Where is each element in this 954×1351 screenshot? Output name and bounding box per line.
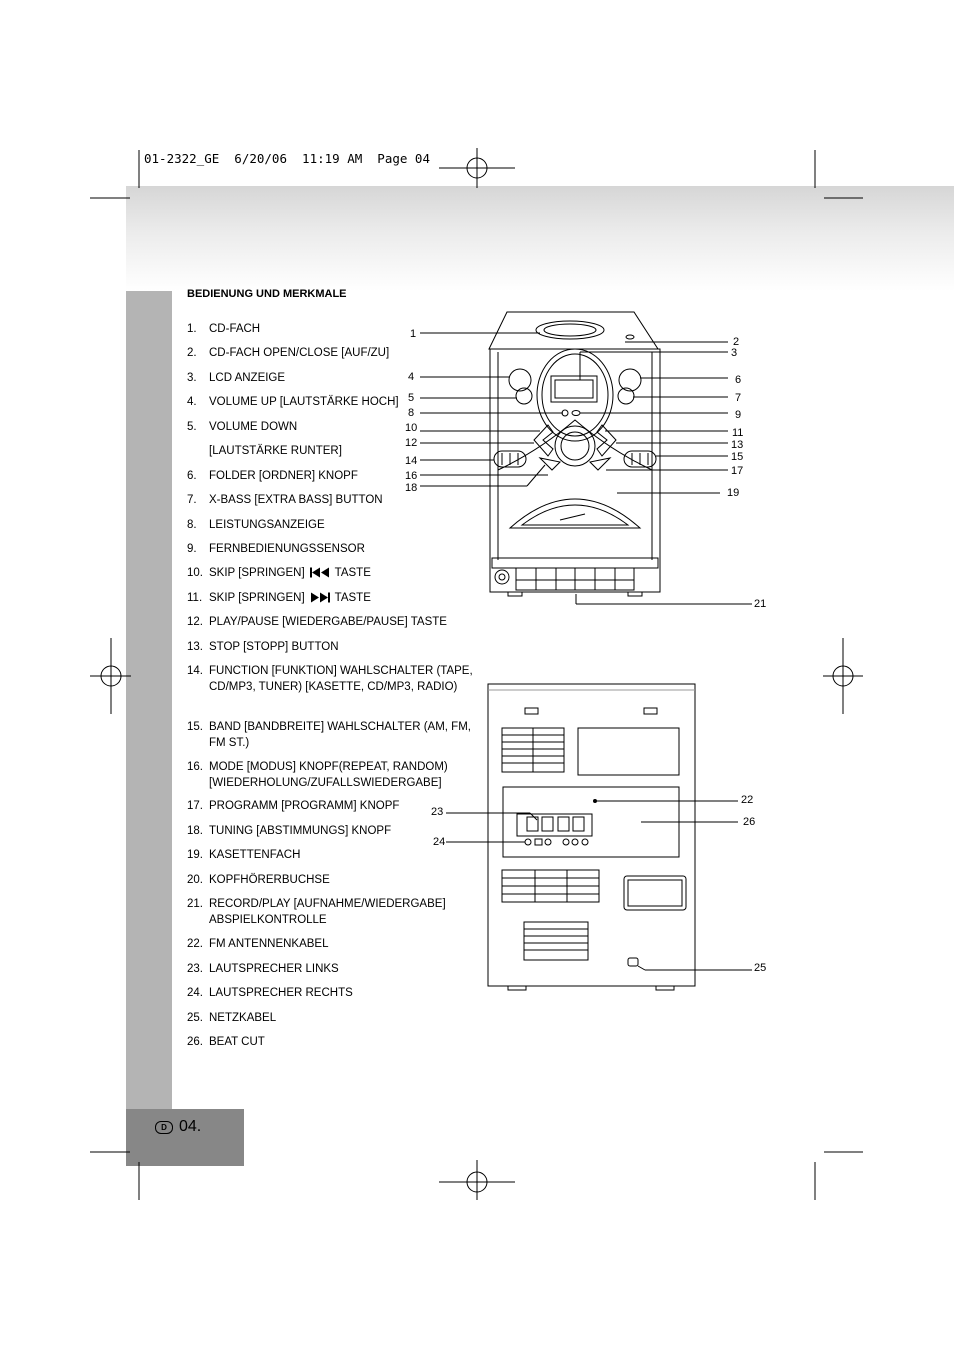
callout-26: 26	[743, 816, 756, 828]
callout-19: 19	[727, 487, 740, 499]
callout-1: 1	[410, 328, 417, 340]
callout-6: 6	[735, 374, 742, 386]
callout-12: 12	[405, 437, 418, 449]
callout-7: 7	[735, 392, 742, 404]
registration-mark-top	[439, 148, 515, 188]
callout-16: 16	[405, 470, 418, 482]
back-view-diagram	[488, 684, 695, 990]
callout-3: 3	[731, 347, 738, 359]
callout-5: 5	[408, 392, 415, 404]
callout-24: 24	[433, 836, 446, 848]
callout-11: 11	[732, 427, 744, 439]
front-leader-lines	[420, 333, 752, 604]
section-title: BEDIENUNG UND MERKMALE	[187, 288, 347, 300]
callout-17: 17	[731, 465, 744, 477]
front-view-diagram	[489, 312, 660, 596]
callout-25: 25	[754, 962, 767, 974]
callout-8: 8	[408, 407, 415, 419]
callout-14: 14	[405, 455, 418, 467]
registration-mark-right	[823, 638, 863, 714]
language-badge: D	[155, 1121, 173, 1134]
callout-10: 10	[405, 422, 418, 434]
crop-marks	[90, 150, 863, 1200]
callout-23: 23	[431, 806, 444, 818]
callout-2: 2	[733, 336, 740, 348]
page-number: 04.	[179, 1118, 202, 1135]
registration-mark-left	[90, 638, 131, 714]
callout-13: 13	[731, 439, 744, 451]
callout-9: 9	[735, 409, 742, 421]
callout-21: 21	[754, 598, 767, 610]
print-slug: 01-2322_GE 6/20/06 11:19 AM Page 04	[144, 151, 430, 166]
callout-18: 18	[405, 482, 418, 494]
callout-15: 15	[731, 451, 744, 463]
callout-22: 22	[741, 794, 754, 806]
registration-mark-bottom	[439, 1160, 515, 1200]
callout-4: 4	[408, 371, 415, 383]
